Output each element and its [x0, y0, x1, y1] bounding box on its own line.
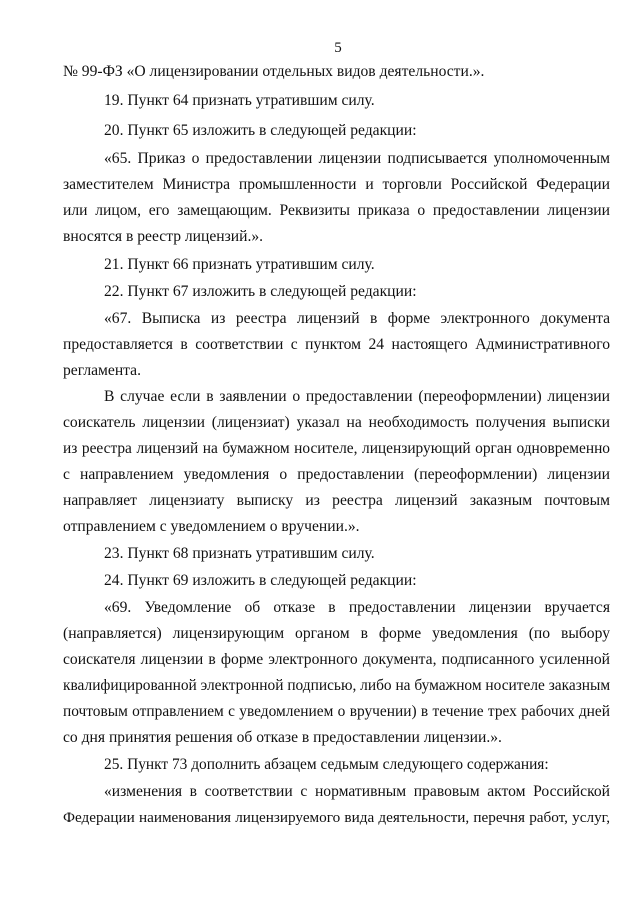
text-line: квалифицированной электронной подписью, либо на бумажном носителе заказным	[63, 677, 611, 694]
text-line: 23. Пункт 68 признать утратившим силу.	[104, 545, 375, 562]
text-line: 20. Пункт 65 изложить в следующей редакции:	[104, 122, 417, 139]
page-number: 5	[334, 40, 342, 56]
text-line: № 99-ФЗ «О лицензировании отдельных видов деятельности.».	[63, 63, 485, 80]
text-line: «65. Приказ о предоставлении лицензии подписывается уполномоченным	[104, 150, 610, 167]
text-line: регламента.	[63, 362, 141, 379]
text-line: почтовым отправлением с уведомлением о вручении) в течение трех рабочих дней	[63, 703, 610, 720]
text-line: со дня принятия решения об отказе в предоставлении лицензии.».	[63, 729, 502, 746]
text-line: «67. Выписка из реестра лицензий в форме электронного документа	[104, 310, 610, 327]
text-line: (направляется) лицензирующим органом в форме уведомления (по выбору	[63, 625, 610, 642]
text-line: или лицом, его замещающим. Реквизиты приказа о предоставлении лицензии	[63, 202, 610, 219]
text-line: с направлением уведомления о предоставлении (переоформлении) лицензии	[63, 466, 610, 483]
text-line: Федерации наименования лицензируемого вида деятельности, перечня работ, услуг,	[63, 809, 610, 826]
text-line: В случае если в заявлении о предоставлении (переоформлении) лицензии	[104, 388, 610, 405]
text-line: 25. Пункт 73 дополнить абзацем седьмым следующего содержания:	[104, 756, 549, 773]
text-line: вносятся в реестр лицензий.».	[63, 228, 264, 245]
text-line: заместителем Министра промышленности и торговли Российской Федерации	[63, 176, 610, 193]
text-line: 22. Пункт 67 изложить в следующей редакции:	[104, 283, 417, 300]
text-line: 24. Пункт 69 изложить в следующей редакции:	[104, 572, 417, 589]
text-line: «69. Уведомление об отказе в предоставлении лицензии вручается	[104, 599, 610, 616]
text-line: отправлением с уведомлением о вручении.».	[63, 518, 360, 535]
text-line: «изменения в соответствии с нормативным правовым актом Российской	[104, 783, 610, 800]
text-line: направляет лицензиату выписку из реестра лицензий заказным почтовым	[63, 492, 610, 509]
text-line: 21. Пункт 66 признать утратившим силу.	[104, 256, 375, 273]
text-line: из реестра лицензий на бумажном носителе, лицензирующий орган одновременно	[63, 440, 610, 457]
text-line: 19. Пункт 64 признать утратившим силу.	[104, 92, 375, 109]
text-line: предоставляется в соответствии с пунктом 24 настоящего Административного	[63, 336, 610, 353]
text-line: соискатель лицензии (лицензиат) указал на необходимость получения выписки	[63, 414, 610, 431]
text-line: соискателя лицензии в форме электронного документа, подписанного усиленной	[63, 651, 610, 668]
